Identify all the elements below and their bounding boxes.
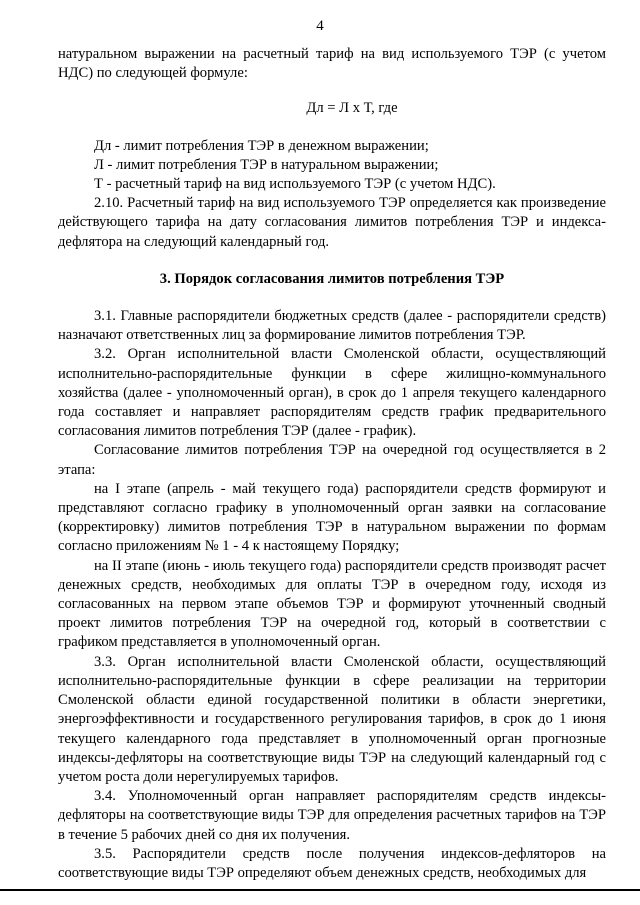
document-body — [58, 45, 606, 883]
paragraph-2-10: 2.10. Расчетный тариф на вид используемого ТЭР определяется как произведение действующего тарифа на дату согласования лимитов потребления ТЭР и индекса-дефлятора на следующий календарный год. — [58, 195, 606, 250]
definition-dl: Дл - лимит потребления ТЭР в денежном выражении; — [94, 137, 429, 154]
paragraph-3-3: 3.3. Орган исполнительной власти Смоленской области, осуществляющий исполнительно-распорядительные функции в сфере реализации на территории Смоленской области единой государственной политики в области энергетики, энергоэффективности и государственного регулирования тарифов, в срок до 1 июня текущего календарного года представляет в уполномоченный орган прогнозные индексы-дефляторы на соответствующие виды ТЭР на следующий календарный год с учетом роста доли нерегулируемых тарифов. — [58, 653, 606, 785]
formula: Дл = Л x Т, где — [306, 100, 398, 117]
definition-l: Л - лимит потребления ТЭР в натуральном выражении; — [94, 156, 439, 173]
paragraph-3-2: 3.2. Орган исполнительной власти Смоленской области, осуществляющий исполнительно-распорядительные функции в сфере жилищно-коммунального хозяйства (далее - уполномоченный орган), в срок до 1 апреля текущего календарного года составляет и направляет распорядителям средств график предварительного согласования лимитов потребления ТЭР (далее - график). — [58, 346, 606, 440]
bottom-rule — [0, 889, 640, 891]
paragraph-stage-1: на I этапе (апрель - май текущего года) распорядители средств формируют и представляют согласно графику в уполномоченный орган заявки на согласование (корректировку) лимитов потребления ТЭР в натуральном выражении по формам согласно приложениям № 1 - 4 к настоящему Порядку; — [58, 480, 606, 555]
section-heading: 3. Порядок согласования лимитов потребления ТЭР — [159, 270, 505, 287]
intro-paragraph: натуральном выражении на расчетный тариф на вид используемого ТЭР (с учетом НДС) по следующей формуле: — [58, 46, 606, 82]
paragraph-3-5: 3.5. Распорядители средств после получения индексов-дефляторов на соответствующие виды ТЭР определяют объем денежных средств, необходимых для — [58, 845, 606, 881]
paragraph-stages-intro: Согласование лимитов потребления ТЭР на очередной год осуществляется в 2 этапа: — [58, 442, 606, 478]
paragraph-3-4: 3.4. Уполномоченный орган направляет распорядителям средств индексы-дефляторы на соответствующие виды ТЭР для определения расчетных тарифов на ТЭР в течение 5 рабочих дней со дня их получения. — [58, 788, 606, 843]
page-number: 4 — [316, 18, 324, 34]
paragraph-stage-2: на II этапе (июнь - июль текущего года) распорядители средств производят расчет денежных средств, необходимых для оплаты ТЭР в очередном году, исходя из согласованных на первом этапе объемов ТЭР и формируют уточненный сводный проект лимитов потребления ТЭР на очередной год, который в соответствии с графиком представляется в уполномоченный орган. — [58, 557, 606, 651]
definition-t: Т - расчетный тариф на вид используемого ТЭР (с учетом НДС). — [94, 176, 496, 193]
paragraph-3-1: 3.1. Главные распорядители бюджетных средств (далее - распорядители средств) назначают ответственных лиц за формирование лимитов потребления ТЭР. — [58, 308, 606, 344]
